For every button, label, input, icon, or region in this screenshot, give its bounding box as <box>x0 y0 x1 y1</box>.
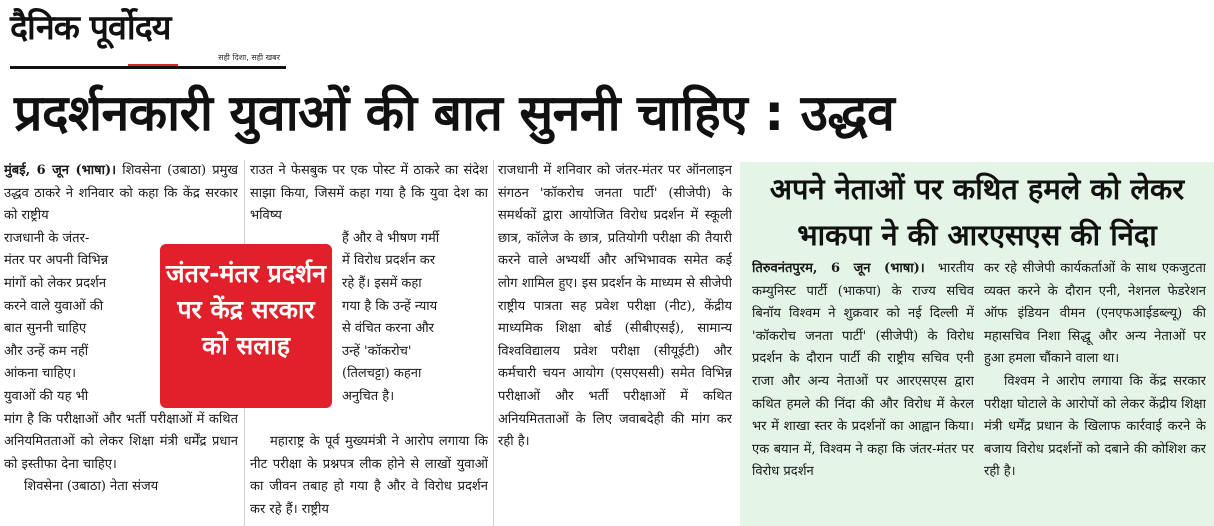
masthead <box>10 8 290 70</box>
article-line: करने वाले युवाओं की <box>4 298 104 314</box>
sidebar-headline-line: अपने नेताओं पर कथित हमले को लेकर <box>769 172 1185 206</box>
article-line: राजधानी के जंतर- <box>4 230 90 246</box>
sidebar-text: विश्वम ने आरोप लगाया कि केंद्र सरकार परीक्षा घोटाले के आरोपों को लेकर केंद्रीय शिक्षा मंत्री धर्मेंद्र प्रधान के खिलाफ कार्रवाई करने के बजाय विरोध प्रदर्शनों को दबाने की कोशिश कर रही है। <box>984 373 1206 480</box>
pull-quote-box: जंतर-मंतर प्रदर्शन पर केंद्र सरकार को सलाह <box>160 244 332 408</box>
sidebar-column-1 <box>752 258 974 522</box>
article-text: शिवसेना (उबाठा) नेता संजय <box>24 479 159 495</box>
article-line: (तिलचट्टा) कहना <box>342 366 422 382</box>
article-line: उन्हें 'कॉकरोच' <box>342 343 412 359</box>
sidebar-story <box>740 162 1214 526</box>
article-text: राजधानी में शनिवार को जंतर-मंतर पर ऑनलाइन संगठन 'कॉकरोच जनता पार्टी' (सीजेपी) के समर्थकों द्वारा आयोजित विरोध प्रदर्शन में स्कूली छात्र, कॉलेज के छात्र, प्रतियोगी परीक्षा की तैयारी करने वाले अभ्यर्थी और अभिभावक समेत कई लोग शामिल हुए। इस प्रदर्शन के माध्यम से सीजेपी राष्ट्रीय पात्रता सह प्रवेश परीक्षा (नीट), केंद्रीय माध्यमिक शिक्षा बोर्ड (सीबीएसई), सामान्य विश्वविद्यालय प्रवेश परीक्षा (सीयूईटी) और कर्मचारी चयन आयोग (एसएससी) समेत विभिन्न परीक्षाओं और भर्ती परीक्षाओं में कथित अनियमितताओं के लिए जवाबदेही की मांग कर रही है। <box>498 163 732 450</box>
sidebar-column-2 <box>984 258 1206 522</box>
article-line: मांगों को लेकर प्रदर्शन <box>4 275 107 291</box>
article-text: राउत ने फेसबुक पर एक पोस्ट में ठाकरे का संदेश साझा किया, जिसमें कहा गया है कि युवा देश का भविष्य <box>250 163 488 224</box>
article-line: से वंचित करना और <box>342 321 434 337</box>
article-line: युवाओं की यह भी <box>4 388 89 404</box>
article-wrap-block <box>342 228 488 409</box>
article-line: रहे हैं। इसमें कहा <box>342 275 422 291</box>
article-wrap-block <box>4 228 154 409</box>
main-headline: प्रदर्शनकारी युवाओं की बात सुननी चाहिए : उद्धव <box>14 84 895 142</box>
sidebar-text: कर रहे सीजेपी कार्यकर्ताओं के साथ एकजुटता व्यक्त करने के दौरान एनी, नेशनल फेडरेशन ऑफ इंडियन वीमन (एनएफआईडब्ल्यू) की महासचिव निशा सिद्धू और अन्य नेताओं पर हुआ हमला चौंकाने वाला था। <box>984 261 1206 367</box>
article-text: मांग है कि परीक्षाओं और भर्ती परीक्षाओं में कथित अनियमितताओं को लेकर शिक्षा मंत्री धर्मेंद्र प्रधान को इस्तीफा देना चाहिए। <box>4 411 238 472</box>
article-line: गया है कि उन्हें न्याय <box>342 298 438 314</box>
paragraph-gap <box>250 409 488 432</box>
article-line: बात सुननी चाहिए <box>4 321 87 337</box>
masthead-name: दैनिक पूर्वोदय <box>10 8 171 48</box>
article-line: हैं और वे भीषण गर्मी <box>342 230 440 246</box>
sidebar-dateline: तिरुवनंतपुरम, 6 जून (भाषा)। <box>752 261 925 276</box>
article-text: महाराष्ट्र के पूर्व मुख्यमंत्री ने आरोप लगाया कि नीट परीक्षा के प्रश्नपत्र लीक होने से लाखों युवाओं का जीवन तबाह हो गया है और वे विरोध प्रदर्शन कर रहे हैं। राष्ट्रीय <box>250 434 488 517</box>
article-line: आंकना चाहिए। <box>4 366 76 382</box>
masthead-rule <box>10 66 286 69</box>
masthead-tagline: सही दिशा, सही खबर <box>218 53 280 62</box>
article-line: मंतर पर अपनी विभिन्न <box>4 253 109 269</box>
sidebar-text: भारतीय कम्युनिस्ट पार्टी (भाकपा) के राज्य सचिव बिनॉय विश्वम ने शुक्रवार को नई दिल्ली में 'कॉकरोच जनता पार्टी' (सीजेपी) के विरोध प्रदर्शन के दौरान पार्टी की राष्ट्रीय सचिव एनी राजा और अन्य नेताओं पर आरएसएस द्वारा कथित हमले की निंदा की और विरोध में केरल भर में शाखा स्तर के प्रदर्शनों का आह्वान किया। एक बयान में, विश्वम ने कहा कि जंतर-मंतर पर विरोध प्रदर्शन <box>752 261 974 480</box>
sidebar-headline-line: भाकपा ने की आरएसएस की निंदा <box>797 218 1157 252</box>
article-text: शिवसेना (उबाठा) प्रमुख उद्धव ठाकरे ने शनिवार को कहा कि केंद्र सरकार को राष्ट्रीय <box>4 163 238 224</box>
article-line: में विरोध प्रदर्शन कर <box>342 253 436 269</box>
article-dateline: मुंबई, 6 जून (भाषा)। <box>4 163 117 178</box>
article-line: और उन्हें कम नहीं <box>4 343 89 359</box>
article-column-3 <box>498 160 732 526</box>
column-divider <box>493 160 494 526</box>
article-line: अनुचित है। <box>342 388 395 404</box>
sidebar-headline <box>740 166 1214 258</box>
